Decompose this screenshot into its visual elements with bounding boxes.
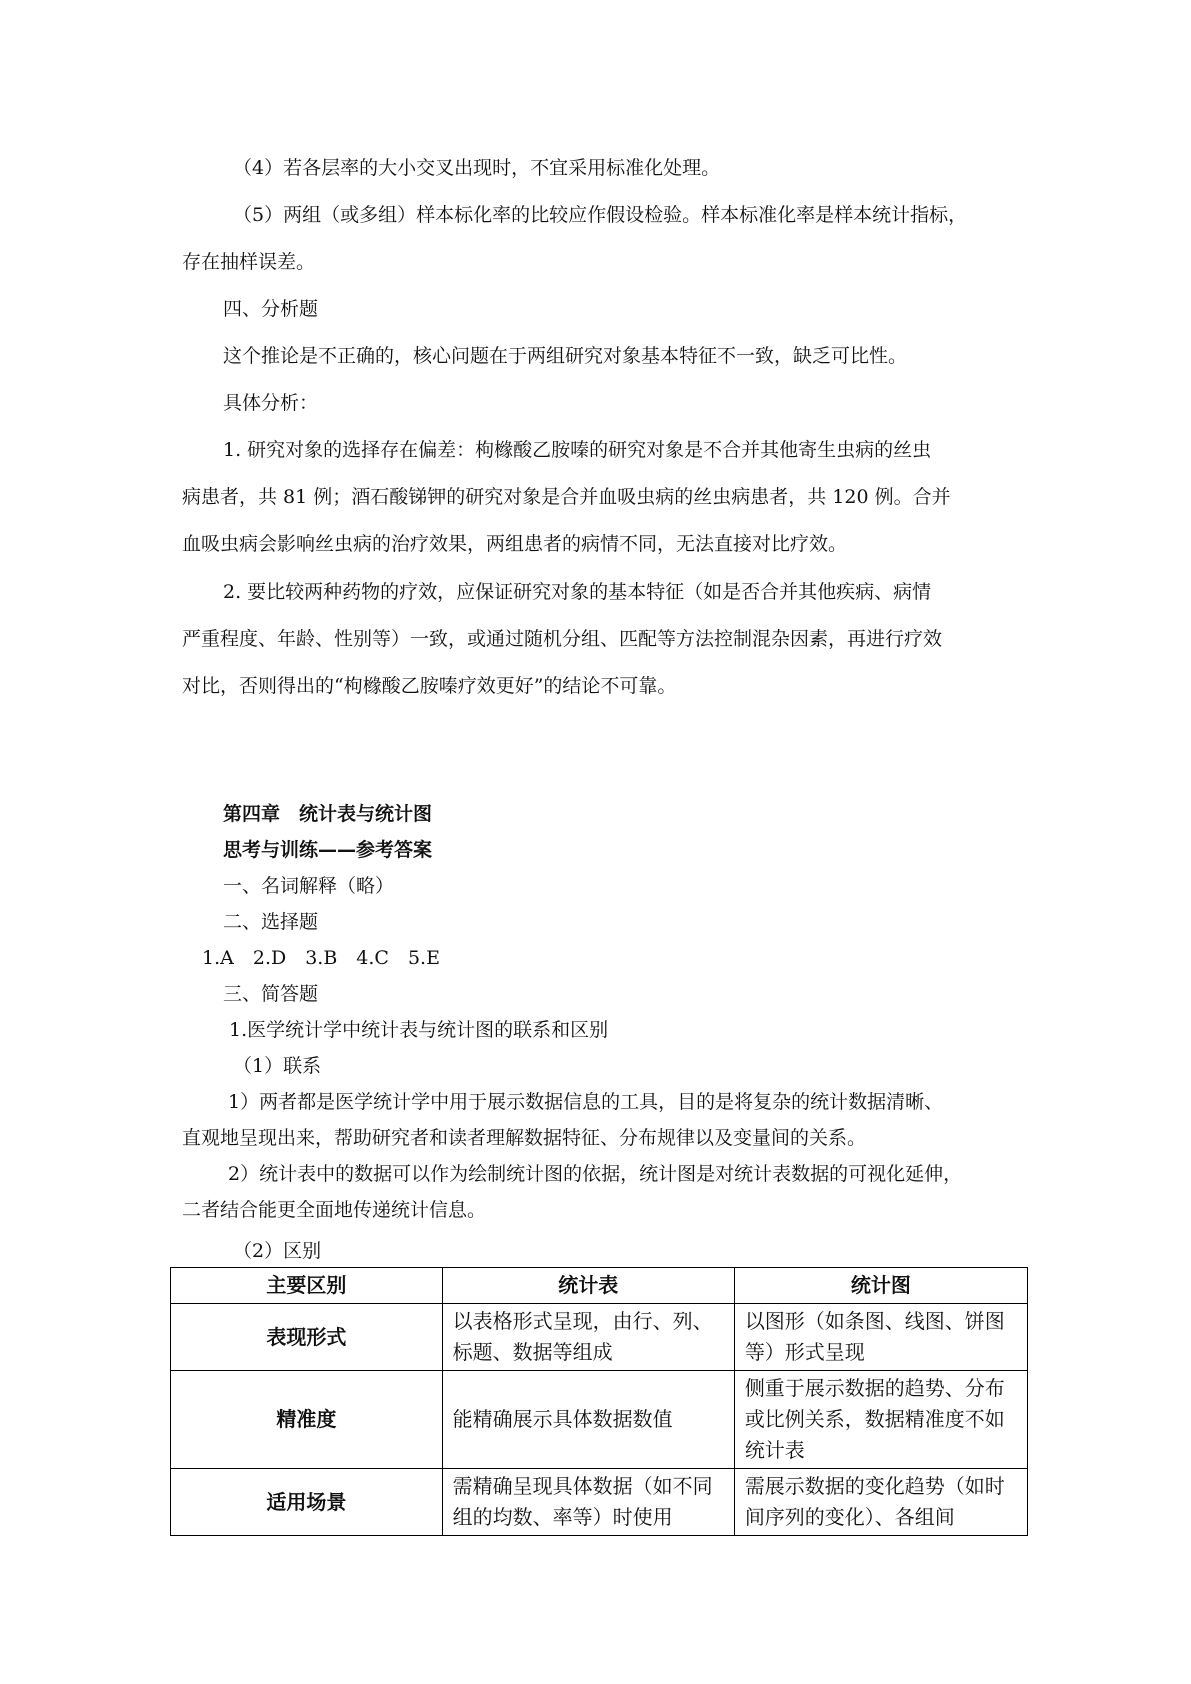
paragraph-line: 这个推论是不正确的，核心问题在于两组研究对象基本特征不一致，缺乏可比性。 xyxy=(223,345,908,367)
table-header-cell: 主要区别 xyxy=(171,1268,443,1304)
paragraph-line: 存在抽样误差。 xyxy=(182,251,316,273)
paragraph-line: 具体分析： xyxy=(223,392,319,414)
paragraph-line: 血吸虫病会影响丝虫病的治疗效果，两组患者的病情不同，无法直接对比疗效。 xyxy=(182,533,848,555)
section-heading: 四、分析题 xyxy=(223,298,319,320)
table-cell: 需展示数据的变化趋势（如时间序列的变化）、各组间 xyxy=(734,1469,1027,1536)
table-row xyxy=(171,1469,1028,1536)
row-label: 精准度 xyxy=(171,1371,443,1469)
sub-heading: （2）区别 xyxy=(233,1240,322,1262)
paragraph-line: 严重程度、年龄、性别等）一致，或通过随机分组、匹配等方法控制混杂因素，再进行疗效 xyxy=(182,628,943,650)
table-cell: 以图形（如条图、线图、饼图等）形式呈现 xyxy=(734,1304,1027,1371)
row-label: 表现形式 xyxy=(171,1304,443,1371)
table-cell: 侧重于展示数据的趋势、分布或比例关系，数据精准度不如统计表 xyxy=(734,1371,1027,1469)
paragraph-line: 对比，否则得出的“枸橼酸乙胺嗪疗效更好”的结论不可靠。 xyxy=(182,675,677,697)
paragraph-line: 2. 要比较两种药物的疗效，应保证研究对象的基本特征（如是否合并其他疾病、病情 xyxy=(223,581,932,603)
section-heading: 三、简答题 xyxy=(223,983,319,1005)
table-cell: 以表格形式呈现，由行、列、标题、数据等组成 xyxy=(442,1304,734,1371)
paragraph-line: 病患者，共 81 例；酒石酸锑钾的研究对象是合并血吸虫病的丝虫病患者，共 120 例。合并 xyxy=(182,486,951,508)
table-row xyxy=(171,1371,1028,1469)
table-header-cell: 统计表 xyxy=(442,1268,734,1304)
answer-line: 1.A 2.D 3.B 4.C 5.E xyxy=(202,947,440,969)
section-heading: 一、名词解释（略） xyxy=(223,875,395,897)
paragraph-line: 1）两者都是医学统计学中用于展示数据信息的工具，目的是将复杂的统计数据清晰、 xyxy=(228,1091,944,1113)
chapter-subtitle: 思考与训练——参考答案 xyxy=(223,839,433,861)
comparison-table xyxy=(170,1267,1028,1536)
question-title: 1.医学统计学中统计表与统计图的联系和区别 xyxy=(229,1019,609,1041)
row-label: 适用场景 xyxy=(171,1469,443,1536)
table-cell: 能精确展示具体数据数值 xyxy=(442,1371,734,1469)
paragraph-line: 2）统计表中的数据可以作为绘制统计图的依据，统计图是对统计表数据的可视化延伸， xyxy=(228,1163,963,1185)
table-header-row xyxy=(171,1268,1028,1304)
section-heading: 二、选择题 xyxy=(223,911,319,933)
paragraph-line: 1. 研究对象的选择存在偏差：枸橼酸乙胺嗪的研究对象是不合并其他寄生虫病的丝虫 xyxy=(223,439,932,461)
paragraph-line: （4）若各层率的大小交叉出现时，不宜采用标准化处理。 xyxy=(233,157,721,179)
table-header-cell: 统计图 xyxy=(734,1268,1027,1304)
table-row xyxy=(171,1304,1028,1371)
paragraph-line: 二者结合能更全面地传递统计信息。 xyxy=(182,1199,487,1221)
table-cell: 需精确呈现具体数据（如不同组的均数、率等）时使用 xyxy=(442,1469,734,1536)
paragraph-line: （5）两组（或多组）样本标化率的比较应作假设检验。样本标准化率是样本统计指标， xyxy=(233,204,968,226)
paragraph-line: 直观地呈现出来，帮助研究者和读者理解数据特征、分布规律以及变量间的关系。 xyxy=(182,1127,867,1149)
sub-heading: （1）联系 xyxy=(233,1055,322,1077)
chapter-title: 第四章 统计表与统计图 xyxy=(223,803,433,825)
